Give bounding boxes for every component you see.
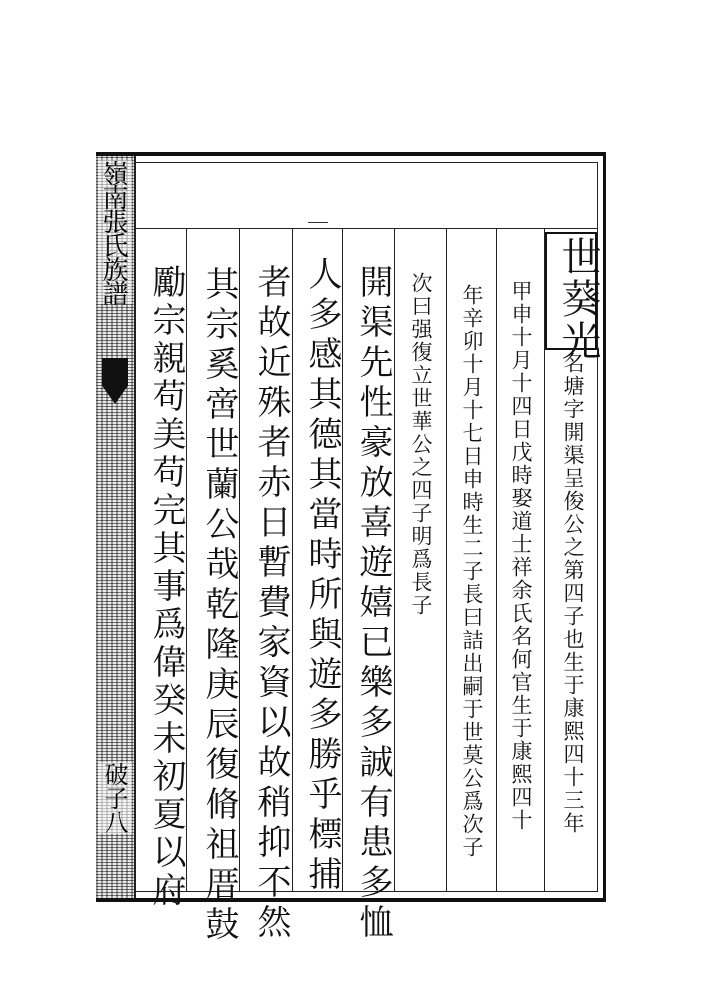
text-line-9: 勵宗親苟美苟完其事爲偉癸未初夏以府 [146, 264, 186, 910]
text-line-7: 者故近殊者赤日暫費家資以故稍抑不然 [251, 264, 291, 944]
text-line-8: 其宗奚啻世蘭公哉乾隆庚辰復脩祖厝鼓 [199, 266, 239, 946]
text-line-1: 名塘字開渠呈俊公之第四子也生于康熙四十三年 [561, 352, 585, 835]
spine-page-mark: 破子八 [98, 762, 132, 834]
text-line-6: 人多感其德其當時所與遊多勝乎標捕 [302, 256, 342, 896]
text-line-5: 開渠先性豪放喜遊嬉已樂多誠有患多恤 [353, 264, 393, 944]
text-line-3: 年辛卯十月十七日申時生二子長曰詰出嗣于世莫公爲次子 [460, 284, 484, 859]
column-rule [446, 228, 447, 892]
person-name: 世葵光 [555, 236, 601, 362]
page-frame [96, 152, 606, 946]
text-line-2: 甲申十月十四日戊時娶道士祥余氏名何官生于康熙四十 [509, 280, 533, 832]
text-line-4: 次曰强復立世華公之四子明爲長子 [409, 272, 433, 617]
spine-title: 嶺南張氏族譜 [98, 160, 132, 304]
header-band [134, 162, 598, 229]
column-rule [496, 228, 497, 892]
header-tick [308, 222, 328, 223]
